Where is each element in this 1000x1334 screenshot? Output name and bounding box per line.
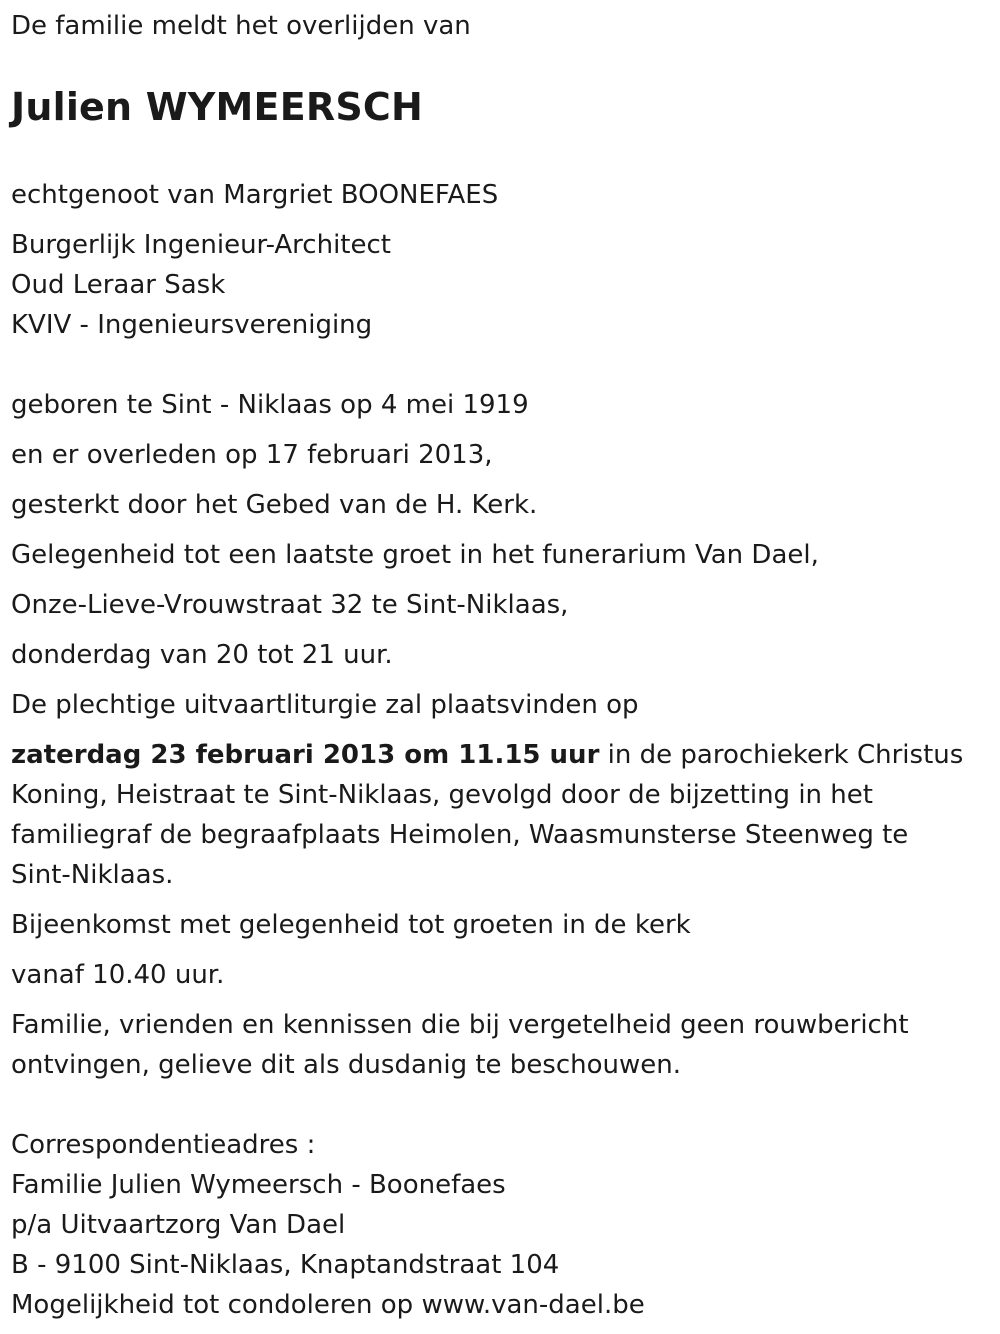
correspondence-line: p/a Uitvaartzorg Van Dael [11, 1210, 346, 1240]
liturgy-location: in de parochiekerk Christus [599, 740, 964, 770]
liturgy-date-time: zaterdag 23 februari 2013 om 11.15 uur [11, 740, 600, 770]
correspondence-block [11, 1125, 991, 1325]
liturgy-line-4: Sint-Niklaas. [11, 860, 174, 890]
correspondence-line: Familie Julien Wymeersch - Boonefaes [11, 1170, 506, 1200]
farewell-line-2: Onze-Lieve-Vrouwstraat 32 te Sint-Niklaas, [11, 590, 569, 620]
condolence-line: Mogelijkheid tot condoleren op www.van-dael.be [11, 1290, 645, 1320]
disclaimer-line-1: Familie, vrienden en kennissen die bij vergetelheid geen rouwbericht [11, 1010, 909, 1040]
farewell-line-3: donderdag van 20 tot 21 uur. [11, 640, 393, 670]
liturgy-line-3: familiegraf de begraafplaats Heimolen, Waasmunsterse Steenweg te [11, 820, 909, 850]
gathering-line-1: Bijeenkomst met gelegenheid tot groeten in de kerk [11, 910, 691, 940]
sacrament-line: gesterkt door het Gebed van de H. Kerk. [11, 490, 538, 520]
farewell-line-1: Gelegenheid tot een laatste groet in het funerarium Van Dael, [11, 540, 819, 570]
gathering-line-2: vanaf 10.40 uur. [11, 960, 225, 990]
disclaimer-paragraph [11, 1005, 991, 1085]
correspondence-heading: Correspondentieadres : [11, 1130, 316, 1160]
intro-text: De familie meldt het overlijden van [11, 11, 471, 41]
title-item: Oud Leraar Sask [11, 270, 226, 300]
spouse-line: echtgenoot van Margriet BOONEFAES [11, 180, 499, 210]
correspondence-line: B - 9100 Sint-Niklaas, Knaptandstraat 104 [11, 1250, 560, 1280]
deceased-name: Julien WYMEERSCH [11, 85, 423, 129]
liturgy-paragraph [11, 735, 991, 895]
liturgy-line-2: Koning, Heistraat te Sint-Niklaas, gevolgd door de bijzetting in het [11, 780, 873, 810]
title-item: KVIV - Ingenieursvereniging [11, 310, 373, 340]
liturgy-intro: De plechtige uitvaartliturgie zal plaatsvinden op [11, 690, 639, 720]
liturgy-line-1 [11, 735, 991, 775]
death-notice [11, 0, 991, 1325]
disclaimer-line-2: ontvingen, gelieve dit als dusdanig te beschouwen. [11, 1050, 682, 1080]
titles-list [11, 225, 991, 345]
died-line: en er overleden op 17 februari 2013, [11, 440, 493, 470]
born-line: geboren te Sint - Niklaas op 4 mei 1919 [11, 390, 529, 420]
title-item: Burgerlijk Ingenieur-Architect [11, 230, 391, 260]
